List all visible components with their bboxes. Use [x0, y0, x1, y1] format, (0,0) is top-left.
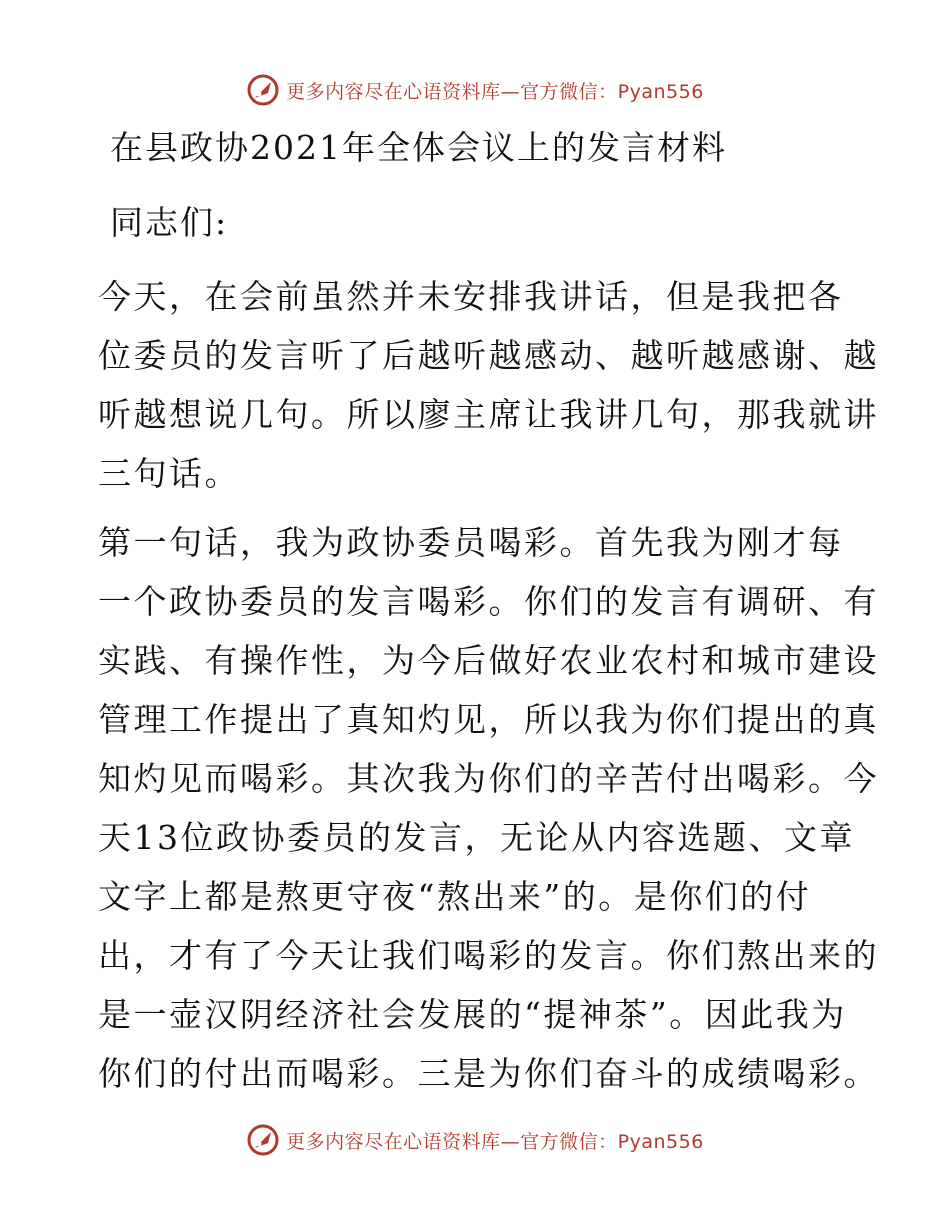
paragraph [98, 267, 879, 503]
text-line: 知灼见而喝彩。其次我为你们的辛苦付出喝彩。今 [98, 759, 879, 798]
banner-text: 更多内容尽在心语资料库—官方微信：Pyan556 [286, 1130, 704, 1153]
text-line: 位委员的发言听了后越听越感动、越听越感谢、越 [98, 336, 879, 375]
text-line: 实践、有操作性，为今后做好农业农村和城市建设 [98, 641, 879, 680]
text-line: 三句话。 [98, 454, 240, 493]
header-banner [0, 70, 950, 110]
salutation: 同志们: [110, 203, 229, 242]
footer-banner [0, 1120, 950, 1160]
paragraph [98, 513, 879, 1103]
text-line: 文字上都是熬更守夜“熬出来”的。是你们的付 [98, 877, 812, 916]
feather-pen-logo-icon [246, 1123, 280, 1157]
text-line: 是一壶汉阴经济社会发展的“提神茶”。因此我为 [98, 995, 847, 1034]
text-line: 一个政协委员的发言喝彩。你们的发言有调研、有 [98, 582, 879, 621]
text-line: 天13位政协委员的发言，无论从内容选题、文章 [98, 818, 855, 857]
text-line: 第一句话，我为政协委员喝彩。首先我为刚才每 [98, 523, 844, 562]
banner-text: 更多内容尽在心语资料库—官方微信：Pyan556 [286, 80, 704, 103]
document-title: 在县政协2021年全体会议上的发言材料 [110, 128, 727, 167]
feather-pen-logo-icon [246, 73, 280, 107]
text-line: 出，才有了今天让我们喝彩的发言。你们熬出来的 [98, 936, 879, 975]
text-line: 听越想说几句。所以廖主席让我讲几句，那我就讲 [98, 395, 879, 434]
text-line: 今天，在会前虽然并未安排我讲话，但是我把各 [98, 277, 844, 316]
text-line: 管理工作提出了真知灼见，所以我为你们提出的真 [98, 700, 879, 739]
text-line: 你们的付出而喝彩。三是为你们奋斗的成绩喝彩。 [98, 1054, 879, 1093]
